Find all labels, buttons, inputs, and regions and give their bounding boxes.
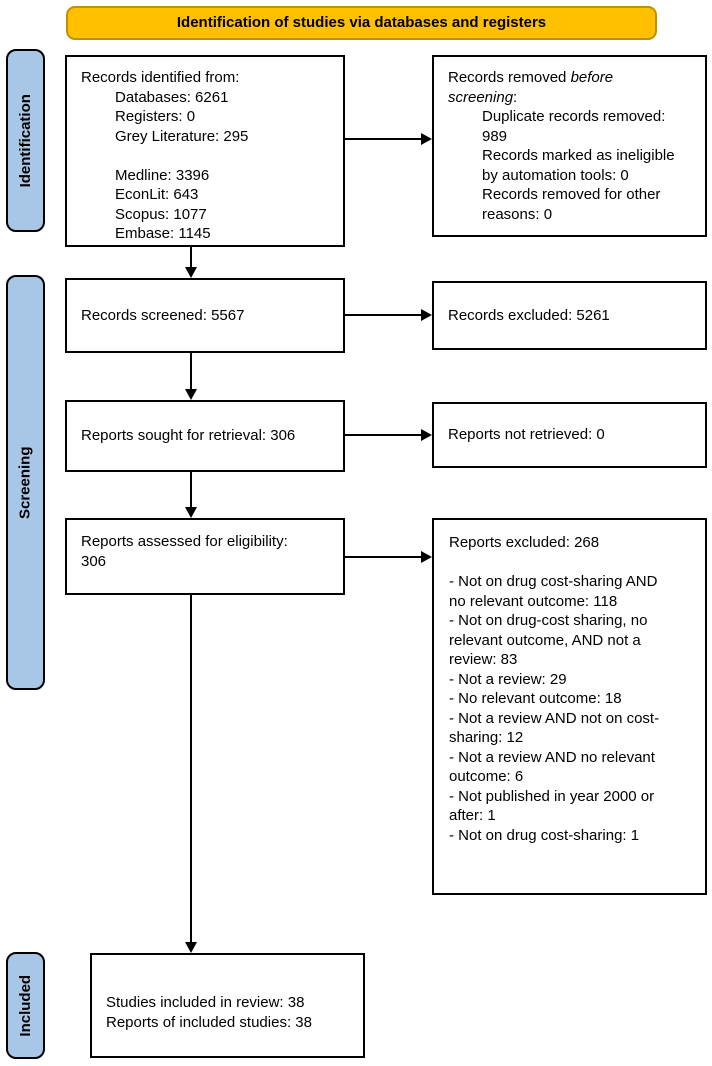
arrow-sought-to-assessed-line [190,472,192,508]
arrow-identified-to-removed-head [421,133,432,145]
reports-assessed-text: Reports assessed for eligibility: 306 [81,533,288,570]
text-line: - Not a review AND not on cost-sharing: 12 [449,709,660,746]
records-removed-title-italic: before screening [448,69,614,106]
box-reports-excluded [432,518,707,895]
stage-label-screening [6,275,45,690]
arrow-assessed-to-included-head [185,942,197,953]
arrow-assessed-to-excluded-line [345,556,422,558]
box-reports-not-retrieved [432,402,707,468]
box-records-removed [432,55,707,237]
records-excluded-text: Records excluded: 5261 [448,306,610,324]
text-line: Duplicate records removed: 989 [482,108,666,145]
included-line-1: Studies included in review: 38 [106,994,305,1011]
text-line: Grey Literature: 295 [115,127,249,145]
records-removed-title-prefix: Records removed [448,69,571,86]
arrow-screened-to-excluded-line [345,314,422,316]
text-line [115,146,329,166]
arrow-assessed-to-excluded-head [421,551,432,563]
records-identified-intro: Records identified from: [81,69,240,86]
records-removed-title [448,68,679,107]
box-reports-sought [65,400,345,472]
text-line: - Not a review: 29 [449,670,567,688]
arrow-identified-to-screened-line [190,247,192,268]
text-line: - Not published in year 2000 or after: 1 [449,787,655,824]
text-line: - Not on drug cost-sharing: 1 [449,826,640,844]
text-line: - Not on drug-cost sharing, no relevant outcome, AND not a review: 83 [449,612,648,668]
text-line: Databases: 6261 [115,88,229,106]
box-studies-included [90,953,365,1058]
arrow-sought-to-assessed-head [185,507,197,518]
box-records-screened [65,278,345,353]
box-records-identified [65,55,345,247]
box-reports-assessed [65,518,345,595]
records-screened-text: Records screened: 5567 [81,306,245,324]
text-line: Embase: 1145 [115,225,211,242]
arrow-sought-to-not-retrieved-line [345,434,422,436]
text-line: Scopus: 1077 [115,205,207,223]
stage-included-text: Included [16,974,34,1037]
text-line: - Not on drug cost-sharing AND no relevant outcome: 118 [449,573,658,610]
text-line: EconLit: 643 [115,186,199,203]
text-line: Medline: 3396 [115,166,210,184]
reports-not-retrieved-text: Reports not retrieved: 0 [448,426,605,444]
reports-sought-text: Reports sought for retrieval: 306 [81,427,296,445]
arrow-screened-to-excluded-head [421,309,432,321]
stage-screening-text: Screening [16,446,34,519]
arrow-assessed-to-included-line [190,595,192,943]
stage-label-included [6,952,45,1059]
arrow-screened-to-sought-line [190,353,192,390]
arrow-identified-to-removed-line [345,138,422,140]
arrow-sought-to-not-retrieved-head [421,429,432,441]
text-line: Registers: 0 [115,108,196,125]
box-records-excluded [432,281,707,350]
records-identified-list [115,88,329,244]
stage-identification-text: Identification [16,93,34,188]
text-line: - Not a review AND no relevant outcome: 6 [449,748,655,785]
arrow-identified-to-screened-head [185,267,197,278]
text-line: Records marked as ineligible by automation tools: 0 [482,147,675,184]
reports-excluded-title: Reports excluded: 268 [449,534,600,551]
text-line: - No relevant outcome: 18 [449,690,622,707]
records-removed-list [482,107,679,224]
banner [66,6,657,40]
included-line-2: Reports of included studies: 38 [106,1013,312,1031]
banner-title: Identification of studies via databases and registers [176,14,547,32]
records-removed-title-suffix: : [513,88,518,106]
text-line: Records removed for other reasons: 0 [482,186,661,223]
stage-label-identification [6,49,45,232]
arrow-screened-to-sought-head [185,389,197,400]
reports-excluded-list [449,572,671,845]
